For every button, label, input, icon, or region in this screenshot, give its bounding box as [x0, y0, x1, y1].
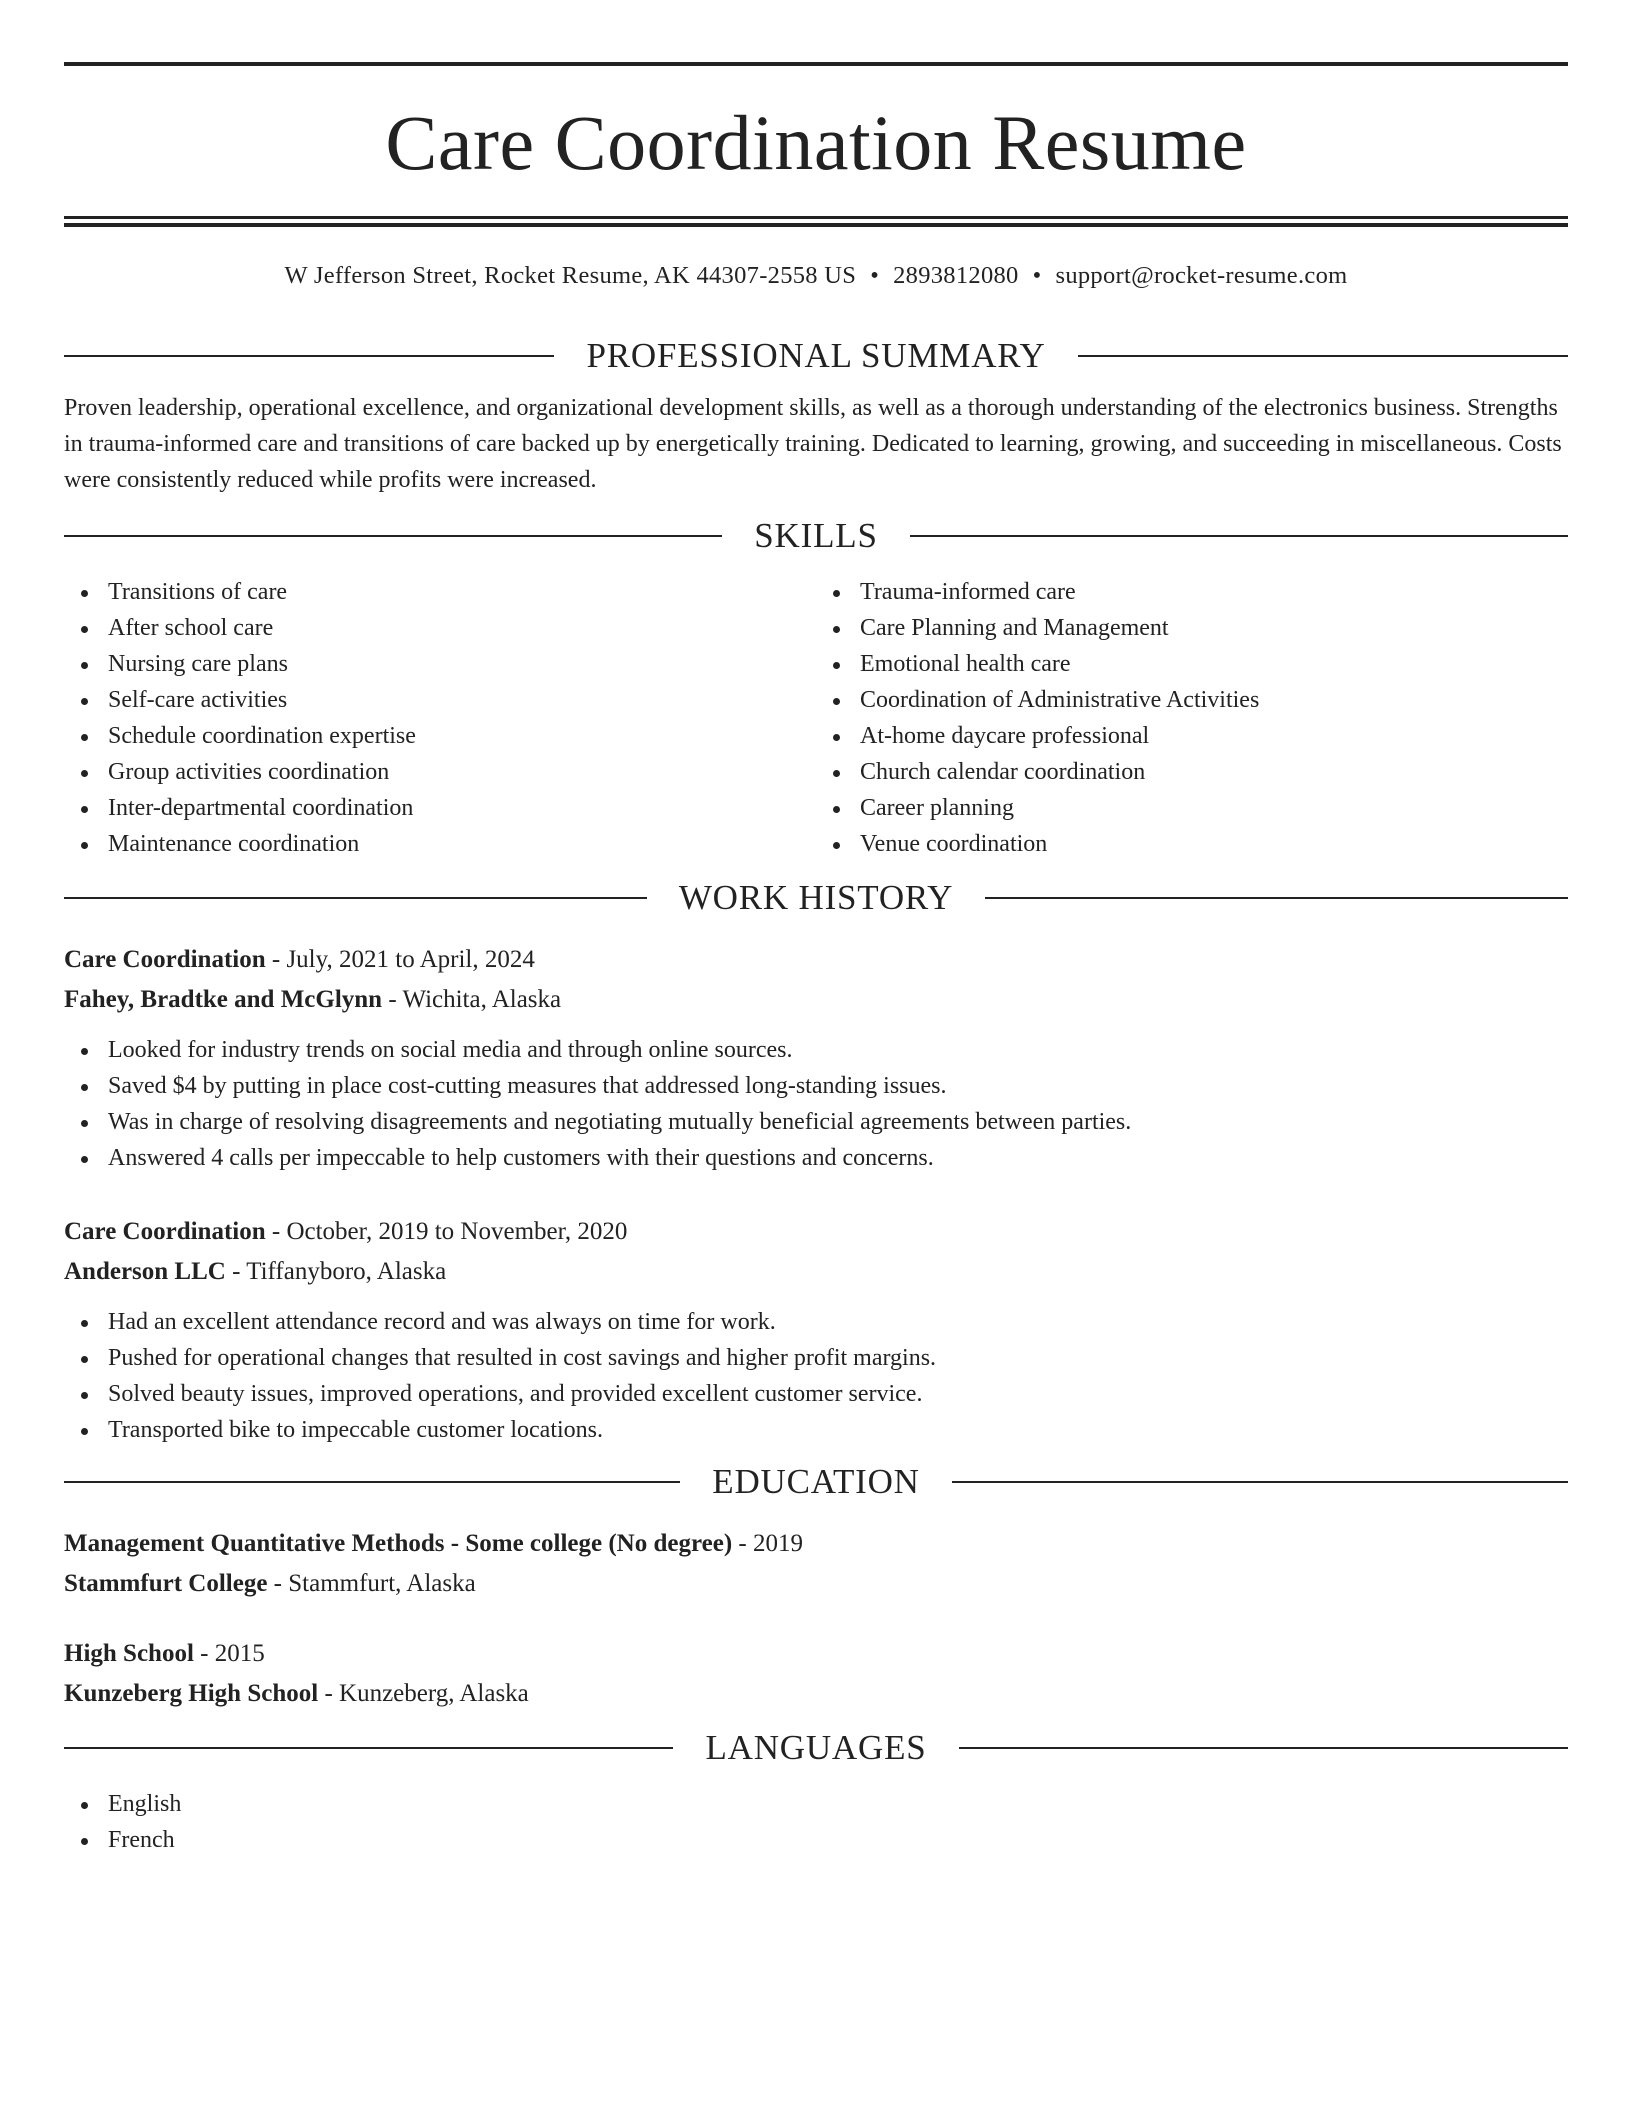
- job-company-line: [64, 1252, 1568, 1292]
- section-rule: [64, 897, 647, 899]
- job-location: - Wichita, Alaska: [382, 986, 562, 1013]
- languages-list: [64, 1786, 1568, 1858]
- education-degree-line: [64, 1634, 1568, 1674]
- education-school-line: [64, 1674, 1568, 1714]
- job-entry: [64, 940, 1568, 1176]
- skill-item: Coordination of Administrative Activities: [860, 682, 1568, 718]
- section-rule: [64, 1481, 680, 1483]
- skill-item: Church calendar coordination: [860, 754, 1568, 790]
- skill-item: Self-care activities: [108, 682, 816, 718]
- skill-item: After school care: [108, 610, 816, 646]
- skill-item: Care Planning and Management: [860, 610, 1568, 646]
- job-bullet: Solved beauty issues, improved operations, and provided excellent customer service.: [108, 1376, 1568, 1412]
- skills-list-left: [64, 574, 816, 862]
- job-role: Care Coordination: [64, 946, 266, 973]
- section-rule: [985, 897, 1568, 899]
- education-school: Stammfurt College: [64, 1570, 268, 1597]
- education-year: - 2015: [193, 1640, 265, 1667]
- job-entry: [64, 1212, 1568, 1448]
- job-bullet: Pushed for operational changes that resulted in cost savings and higher profit margins.: [108, 1340, 1568, 1376]
- skill-item: Career planning: [860, 790, 1568, 826]
- section-title-education: EDUCATION: [712, 1462, 920, 1501]
- education-degree-line: [64, 1524, 1568, 1564]
- skill-item: Transitions of care: [108, 574, 816, 610]
- education-school: Kunzeberg High School: [64, 1680, 319, 1707]
- skill-item: At-home daycare professional: [860, 718, 1568, 754]
- job-bullet: Transported bike to impeccable customer locations.: [108, 1412, 1568, 1448]
- section-header-education: [64, 1462, 1568, 1502]
- job-dates: - October, 2019 to November, 2020: [265, 1218, 628, 1245]
- section-header-work: [64, 878, 1568, 918]
- job-role-line: [64, 1212, 1568, 1252]
- section-rule: [64, 355, 554, 357]
- skill-item: Venue coordination: [860, 826, 1568, 862]
- section-rule: [959, 1747, 1568, 1749]
- job-bullet: Saved $4 by putting in place cost-cutting measures that addressed long-standing issues.: [108, 1068, 1568, 1104]
- skill-item: Trauma-informed care: [860, 574, 1568, 610]
- skill-item: Nursing care plans: [108, 646, 816, 682]
- language-item: French: [108, 1822, 1568, 1858]
- section-title-languages: LANGUAGES: [705, 1728, 927, 1767]
- section-header-languages: [64, 1728, 1568, 1768]
- contact-separator: •: [1032, 262, 1042, 289]
- education-location: - Kunzeberg, Alaska: [318, 1680, 529, 1707]
- education-degree: Management Quantitative Methods - Some college (No degree): [64, 1530, 733, 1557]
- contact-email: support@rocket-resume.com: [1055, 262, 1348, 289]
- summary-paragraph: Proven leadership, operational excellence, and organizational development skills, as well as a thorough understanding of the electronics business. Strengths in trauma-informed care and transitions of care backed up by energetically training. Dedicated to learning, growing, and succeeding in miscellaneous. Costs were consistently reduced while profits were increased.: [64, 395, 1562, 493]
- skill-item: Inter-departmental coordination: [108, 790, 816, 826]
- skill-item: Group activities coordination: [108, 754, 816, 790]
- skill-item: Maintenance coordination: [108, 826, 816, 862]
- job-role: Care Coordination: [64, 1218, 266, 1245]
- education-degree: High School: [64, 1640, 194, 1667]
- job-company: Anderson LLC: [64, 1258, 226, 1285]
- skills-list-right: [816, 574, 1568, 862]
- section-rule: [64, 1747, 673, 1749]
- job-bullet: Looked for industry trends on social media and through online sources.: [108, 1032, 1568, 1068]
- section-title-skills: SKILLS: [754, 516, 878, 555]
- section-header-skills: [64, 516, 1568, 556]
- section-title-summary: PROFESSIONAL SUMMARY: [586, 336, 1046, 375]
- section-rule: [64, 535, 722, 537]
- language-item: English: [108, 1786, 1568, 1822]
- section-title-work: WORK HISTORY: [678, 878, 954, 917]
- job-role-line: [64, 940, 1568, 980]
- section-rule: [1078, 355, 1568, 357]
- skills-columns: [64, 574, 1568, 862]
- section-rule: [910, 535, 1568, 537]
- job-bullets: [64, 1304, 1568, 1448]
- job-dates: - July, 2021 to April, 2024: [265, 946, 535, 973]
- job-location: - Tiffanyboro, Alaska: [225, 1258, 447, 1285]
- education-location: - Stammfurt, Alaska: [267, 1570, 476, 1597]
- contact-address: W Jefferson Street, Rocket Resume, AK 44307-2558 US: [284, 262, 857, 289]
- job-company: Fahey, Bradtke and McGlynn: [64, 986, 383, 1013]
- job-bullets: [64, 1032, 1568, 1176]
- contact-separator: •: [870, 262, 880, 289]
- skill-item: Emotional health care: [860, 646, 1568, 682]
- education-school-line: [64, 1564, 1568, 1604]
- title-double-rule: [64, 216, 1568, 227]
- resume-title: Care Coordination Resume: [385, 99, 1247, 186]
- job-bullet: Had an excellent attendance record and was always on time for work.: [108, 1304, 1568, 1340]
- job-company-line: [64, 980, 1568, 1020]
- contact-phone: 2893812080: [893, 262, 1019, 289]
- education-year: - 2019: [732, 1530, 803, 1557]
- job-bullet: Was in charge of resolving disagreements and negotiating mutually beneficial agreements between parties.: [108, 1104, 1568, 1140]
- contact-line: [64, 262, 1568, 290]
- skill-item: Schedule coordination expertise: [108, 718, 816, 754]
- section-rule: [952, 1481, 1568, 1483]
- education-entry: [64, 1634, 1568, 1714]
- section-header-summary: [64, 336, 1568, 376]
- education-entry: [64, 1524, 1568, 1604]
- job-bullet: Answered 4 calls per impeccable to help customers with their questions and concerns.: [108, 1140, 1568, 1176]
